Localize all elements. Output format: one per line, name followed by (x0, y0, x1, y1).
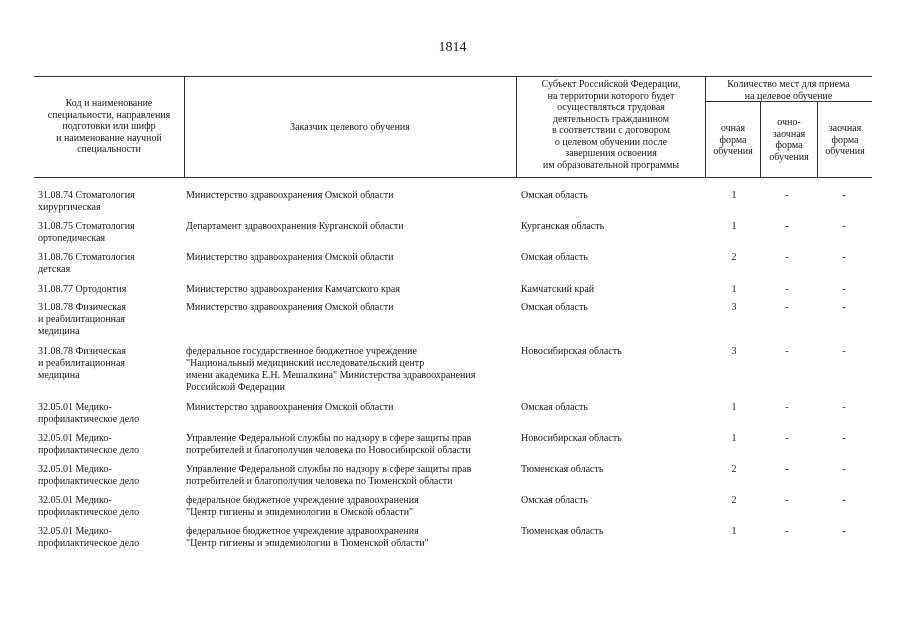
customer-cell-line: потребителей и благополучия человека по Тюменской области (186, 476, 453, 487)
part-time-count-line: - (785, 402, 789, 413)
header-line: осуществляться трудовая (557, 102, 665, 113)
customer-cell (186, 190, 394, 202)
header-line: специальности, направления (47, 109, 171, 121)
full-time-count (714, 302, 754, 314)
customer-cell-line: Департамент здравоохранения Курганской области (186, 221, 404, 232)
correspondence-count-line: - (842, 221, 846, 232)
region-cell (521, 190, 588, 202)
customer-cell-line: Министерство здравоохранения Омской области (186, 302, 394, 313)
specialty-cell (38, 495, 139, 519)
customer-cell-line: федеральное бюджетное учреждение здравоохранения (186, 526, 419, 537)
part-time-count (767, 495, 807, 507)
part-time-count-line: - (785, 302, 789, 313)
customer-cell-line: Министерство здравоохранения Камчатского края (186, 284, 400, 295)
full-time-count (714, 402, 754, 414)
table-header-bottom-rule (34, 177, 872, 178)
region-cell (521, 284, 594, 296)
full-time-count-line: 1 (731, 190, 737, 201)
region-cell (521, 433, 622, 445)
full-time-count (714, 284, 754, 296)
header-region (518, 79, 704, 171)
customer-cell (186, 495, 419, 519)
header-part-time (761, 117, 817, 163)
region-cell (521, 402, 588, 414)
part-time-count (767, 526, 807, 538)
region-cell-line: Омская область (521, 495, 588, 506)
customer-cell-line: Министерство здравоохранения Омской области (186, 252, 394, 263)
specialty-cell-line: 32.05.01 Медико- (38, 402, 112, 413)
part-time-count (767, 302, 807, 314)
specialty-cell-line: медицина (38, 370, 80, 381)
specialty-cell-line: профилактическое дело (38, 445, 140, 456)
customer-cell (186, 526, 429, 550)
part-time-count-line: - (785, 284, 789, 295)
correspondence-count-line: - (842, 402, 846, 413)
full-time-count-line: 1 (731, 526, 737, 537)
header-line: очная (720, 123, 746, 134)
full-time-count-line: 1 (731, 433, 737, 444)
customer-cell-line: Управление Федеральной службы по надзору в сфере защиты прав (186, 464, 472, 475)
region-cell (521, 252, 588, 264)
specialty-cell-line: и реабилитационная (38, 314, 126, 325)
header-line: на целевое обучение (744, 90, 833, 102)
specialty-cell (38, 402, 139, 426)
correspondence-count (824, 221, 864, 233)
part-time-count (767, 190, 807, 202)
header-customer: Заказчик целевого обучения (290, 122, 410, 133)
header-line: Код и наименование (65, 98, 153, 109)
correspondence-count-line: - (842, 190, 846, 201)
customer-cell-line: "Национальный медицинский исследовательский центр (186, 358, 425, 369)
full-time-count (714, 495, 754, 507)
region-cell-line: Тюменская область (521, 464, 604, 475)
header-correspondence (818, 123, 872, 158)
correspondence-count (824, 526, 864, 538)
header-line: форма (719, 134, 747, 146)
customer-cell (186, 302, 394, 314)
specialty-cell-line: 32.05.01 Медико- (38, 526, 112, 537)
customer-cell (186, 402, 394, 414)
correspondence-count (824, 495, 864, 507)
column-divider (184, 76, 185, 177)
customer-cell (186, 346, 475, 394)
full-time-count-line: 1 (731, 221, 737, 232)
part-time-count (767, 464, 807, 476)
customer-cell (186, 433, 471, 457)
header-line: заочная (772, 128, 806, 140)
header-line: обучения (825, 146, 865, 157)
correspondence-count-line: - (842, 252, 846, 263)
specialty-cell-line: медицина (38, 326, 80, 337)
column-divider (516, 76, 517, 177)
specialty-cell (38, 284, 126, 296)
part-time-count-line: - (785, 464, 789, 475)
customer-cell (186, 284, 400, 296)
customer-cell-line: потребителей и благополучия человека по Новосибирской области (186, 445, 471, 456)
correspondence-count (824, 302, 864, 314)
customer-cell-line: Российской Федерации (186, 382, 286, 393)
full-time-count-line: 1 (731, 402, 737, 413)
full-time-count-line: 2 (731, 252, 737, 263)
customer-cell-line: имени академика Е.Н. Мешалкина" Министерства здравоохранения (186, 370, 476, 381)
header-line: обучения (713, 146, 753, 157)
part-time-count-line: - (785, 252, 789, 263)
customer-cell-line: Министерство здравоохранения Омской области (186, 402, 394, 413)
page-number: 1814 (438, 40, 467, 55)
header-places (707, 79, 870, 102)
region-cell-line: Камчатский край (521, 284, 595, 295)
region-cell-line: Омская область (521, 190, 588, 201)
full-time-count-line: 3 (731, 346, 737, 357)
full-time-count-line: 3 (731, 302, 737, 313)
specialty-cell-line: 31.08.74 Стоматология (38, 190, 135, 201)
part-time-count (767, 433, 807, 445)
region-cell (521, 526, 603, 538)
customer-cell (186, 221, 404, 233)
part-time-count-line: - (785, 433, 789, 444)
region-cell-line: Омская область (521, 402, 588, 413)
part-time-count (767, 346, 807, 358)
specialty-cell (38, 433, 139, 457)
full-time-count (714, 433, 754, 445)
header-line: заочная (828, 123, 862, 134)
part-time-count (767, 252, 807, 264)
region-cell (521, 495, 588, 507)
full-time-count (714, 221, 754, 233)
region-cell (521, 464, 603, 476)
part-time-count (767, 284, 807, 296)
full-time-count-line: 1 (731, 284, 737, 295)
part-time-count-line: - (785, 495, 789, 506)
specialty-cell-line: профилактическое дело (38, 476, 140, 487)
correspondence-count-line: - (842, 302, 846, 313)
full-time-count (714, 252, 754, 264)
region-cell-line: Новосибирская область (521, 433, 622, 444)
region-cell-line: Курганская область (521, 221, 605, 232)
customer-cell-line: "Центр гигиены и эпидемиологии в Тюменской области" (186, 538, 429, 549)
full-time-count-line: 2 (731, 464, 737, 475)
table-top-rule (34, 76, 872, 77)
region-cell-line: Тюменская область (521, 526, 604, 537)
customer-cell (186, 464, 471, 488)
specialty-cell-line: и реабилитационная (38, 358, 126, 369)
header-specialty (36, 98, 182, 156)
correspondence-count-line: - (842, 464, 846, 475)
header-line: на территории которого будет (547, 90, 675, 102)
correspondence-count (824, 190, 864, 202)
specialty-cell-line: детская (38, 264, 71, 275)
specialty-cell-line: 31.08.75 Стоматология (38, 221, 135, 232)
part-time-count-line: - (785, 346, 789, 357)
customer-cell-line: Министерство здравоохранения Омской области (186, 190, 394, 201)
specialty-cell-line: профилактическое дело (38, 538, 140, 549)
header-line: обучения (769, 151, 809, 163)
correspondence-count-line: - (842, 284, 846, 295)
specialty-cell (38, 526, 139, 550)
full-time-count (714, 346, 754, 358)
part-time-count-line: - (785, 190, 789, 201)
correspondence-count (824, 252, 864, 264)
correspondence-count (824, 346, 864, 358)
header-line: деятельность гражданином (552, 113, 670, 125)
header-line: Субъект Российской Федерации, (541, 79, 681, 90)
specialty-cell-line: профилактическое дело (38, 507, 140, 518)
header-line: завершения освоения (565, 148, 657, 159)
specialty-cell (38, 221, 135, 245)
header-line: подготовки или шифр (62, 121, 156, 132)
specialty-cell-line: 31.08.77 Ортодонтия (38, 284, 127, 295)
header-line: и наименование научной (56, 132, 162, 144)
full-time-count-line: 2 (731, 495, 737, 506)
correspondence-count (824, 284, 864, 296)
header-line: очно- (777, 117, 801, 128)
header-full-time (706, 123, 760, 158)
correspondence-count (824, 433, 864, 445)
region-cell (521, 221, 604, 233)
customer-cell-line: федеральное бюджетное учреждение здравоохранения (186, 495, 419, 506)
specialty-cell (38, 302, 126, 338)
region-cell-line: Новосибирская область (521, 346, 622, 357)
part-time-count (767, 221, 807, 233)
part-time-count-line: - (785, 221, 789, 232)
specialty-cell (38, 190, 135, 214)
specialty-cell-line: 31.08.78 Физическая (38, 302, 126, 313)
full-time-count (714, 464, 754, 476)
specialty-cell (38, 464, 139, 488)
part-time-count-line: - (785, 526, 789, 537)
specialty-cell-line: хирургическая (38, 202, 101, 213)
customer-cell-line: "Центр гигиены и эпидемиологии в Омской области" (186, 507, 414, 518)
specialty-cell-line: 32.05.01 Медико- (38, 433, 112, 444)
region-cell-line: Омская область (521, 302, 588, 313)
correspondence-count (824, 402, 864, 414)
part-time-count (767, 402, 807, 414)
header-line: о целевом обучении после (554, 136, 668, 148)
region-cell (521, 346, 622, 358)
specialty-cell (38, 346, 126, 382)
header-line: форма (775, 140, 803, 151)
specialty-cell-line: 31.08.76 Стоматология (38, 252, 135, 263)
full-time-count (714, 190, 754, 202)
header-line: форма (831, 134, 859, 146)
specialty-cell-line: 32.05.01 Медико- (38, 464, 112, 475)
correspondence-count-line: - (842, 433, 846, 444)
specialty-cell-line: профилактическое дело (38, 414, 140, 425)
header-line: им образовательной программы (542, 159, 680, 171)
specialty-cell-line: ортопедическая (38, 233, 106, 244)
customer-cell (186, 252, 394, 264)
header-line: Количество мест для приема (727, 79, 850, 90)
specialty-cell (38, 252, 135, 276)
specialty-cell-line: 32.05.01 Медико- (38, 495, 112, 506)
header-line: в соответствии с договором (552, 125, 670, 136)
customer-cell-line: Управление Федеральной службы по надзору в сфере защиты прав (186, 433, 472, 444)
region-cell-line: Омская область (521, 252, 588, 263)
specialty-cell-line: 31.08.78 Физическая (38, 346, 126, 357)
correspondence-count-line: - (842, 495, 846, 506)
full-time-count (714, 526, 754, 538)
correspondence-count-line: - (842, 526, 846, 537)
customer-cell-line: федеральное государственное бюджетное учреждение (186, 346, 417, 357)
region-cell (521, 302, 588, 314)
correspondence-count (824, 464, 864, 476)
correspondence-count-line: - (842, 346, 846, 357)
header-line: специальности (77, 144, 141, 155)
